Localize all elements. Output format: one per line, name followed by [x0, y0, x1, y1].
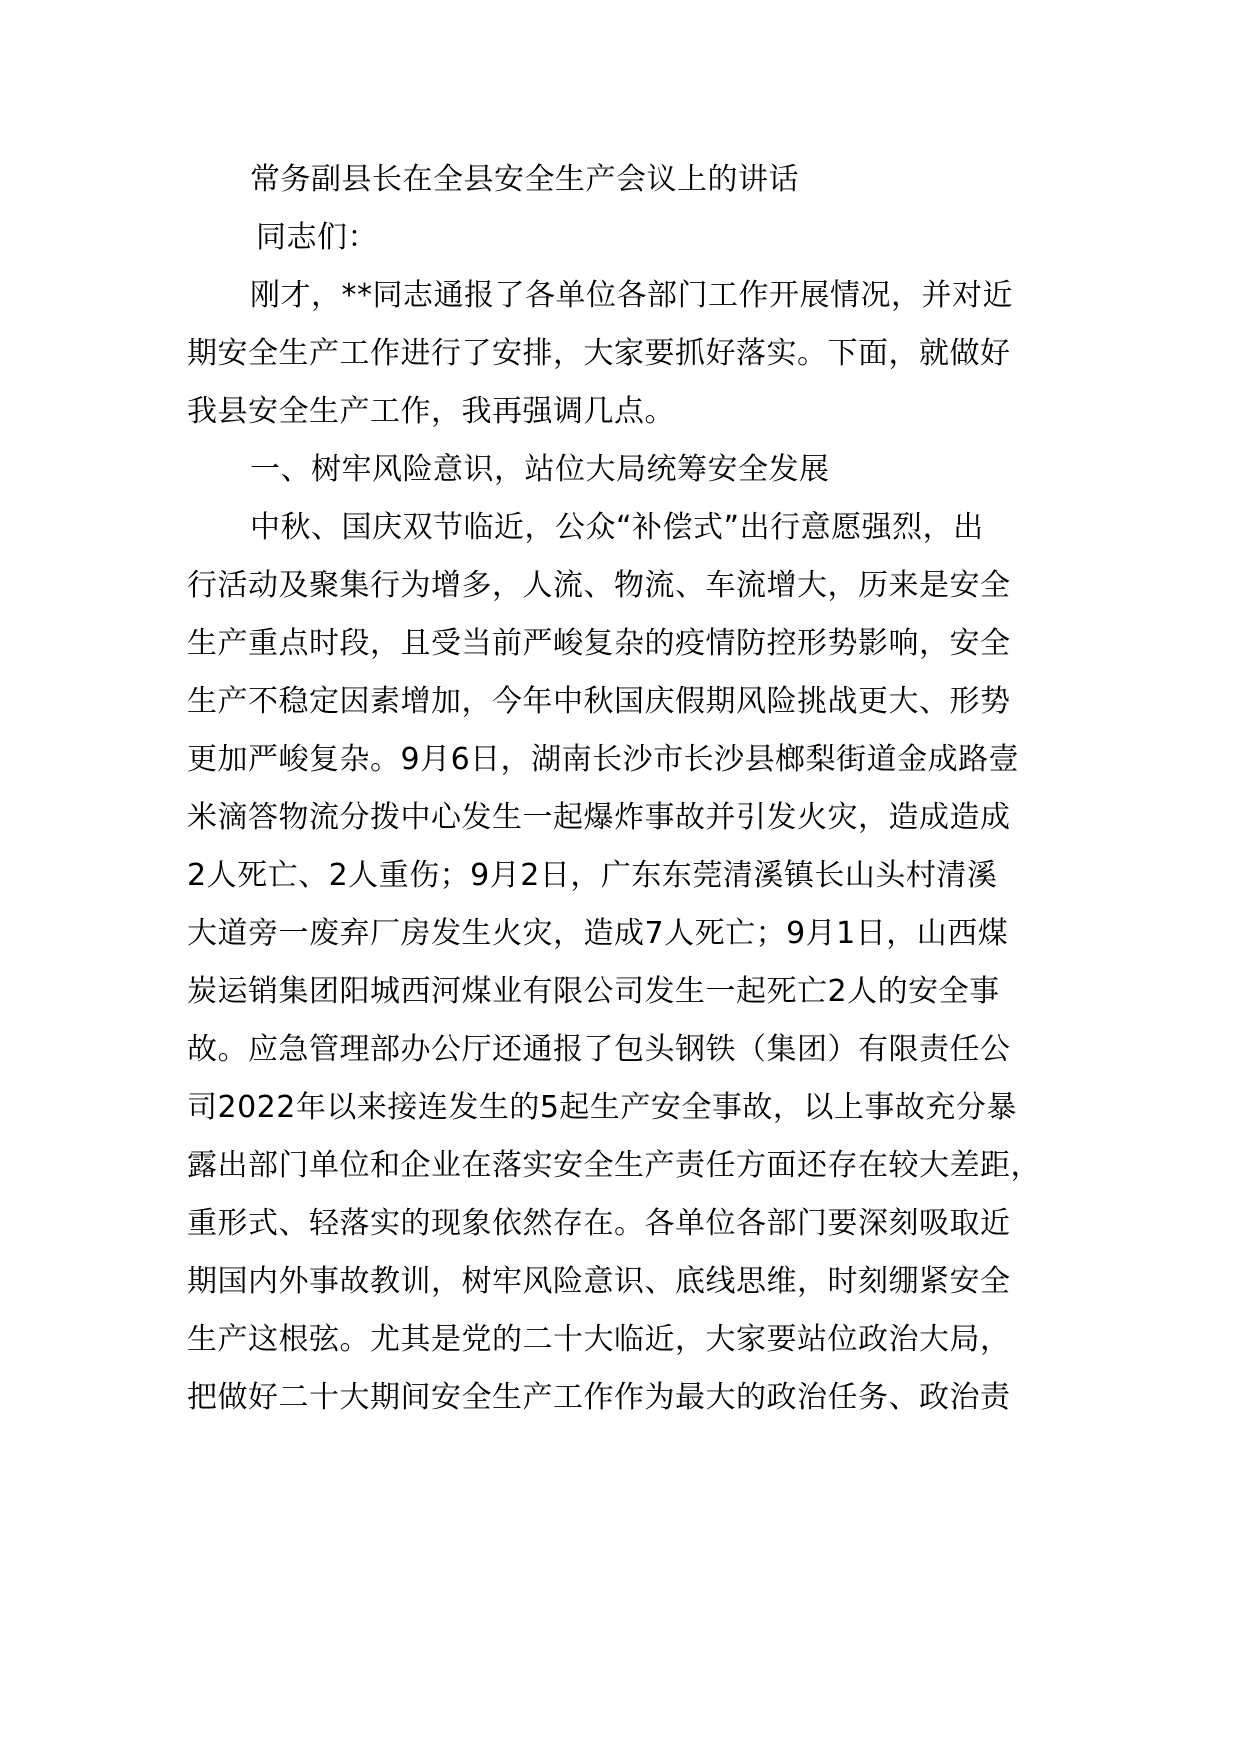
text-line: 重形式、轻落实的现象依然存在。各单位各部门要深刻吸取近	[187, 1206, 1011, 1241]
text-line: 我县安全生产工作，我再强调几点。	[187, 394, 675, 429]
text-line: 炭运销集团阳城西河煤业有限公司发生一起死亡2人的安全事	[187, 974, 1000, 1009]
text-line: 大道旁一废弃厂房发生火灾，造成7人死亡；9月1日，山西煤	[187, 916, 1009, 951]
text-line: 故。应急管理部办公厅还通报了包头钢铁（集团）有限责任公	[187, 1032, 1011, 1067]
text-line: 生产重点时段，且受当前严峻复杂的疫情防控形势影响，安全	[187, 626, 1011, 661]
text-line: 2人死亡、2人重伤；9月2日，广东东莞清溪镇长山头村清溪	[187, 858, 998, 893]
salutation: 同志们：	[256, 220, 378, 255]
text-line: 米滴答物流分拨中心发生一起爆炸事故并引发火灾，造成造成	[187, 800, 1011, 835]
text-line: 行活动及聚集行为增多，人流、物流、车流增大，历来是安全	[187, 568, 1011, 603]
text-line: 生产不稳定因素增加，今年中秋国庆假期风险挑战更大、形势	[187, 684, 1011, 719]
section-heading: 一、树牢风险意识，站位大局统筹安全发展	[250, 452, 830, 487]
text-line: 刚才，**同志通报了各单位各部门工作开展情况，并对近	[250, 278, 1013, 313]
text-line: 司2022年以来接连发生的5起生产安全事故，以上事故充分暴	[187, 1090, 1017, 1125]
text-line: 露出部门单位和企业在落实安全生产责任方面还存在较大差距，	[187, 1148, 1041, 1183]
text-line: 更加严峻复杂。9月6日，湖南长沙市长沙县榔梨街道金成路壹	[187, 742, 1020, 777]
text-line: 生产这根弦。尤其是党的二十大临近，大家要站位政治大局，	[187, 1322, 1011, 1357]
text-line: 中秋、国庆双节临近，公众“补偿式”出行意愿强烈，出	[250, 510, 984, 545]
text-line: 期国内外事故教训，树牢风险意识、底线思维，时刻绷紧安全	[187, 1264, 1011, 1299]
text-line: 期安全生产工作进行了安排，大家要抓好落实。下面，就做好	[187, 336, 1011, 371]
document-title: 常务副县长在全县安全生产会议上的讲话	[250, 162, 799, 197]
text-line: 把做好二十大期间安全生产工作作为最大的政治任务、政治责	[187, 1380, 1011, 1415]
